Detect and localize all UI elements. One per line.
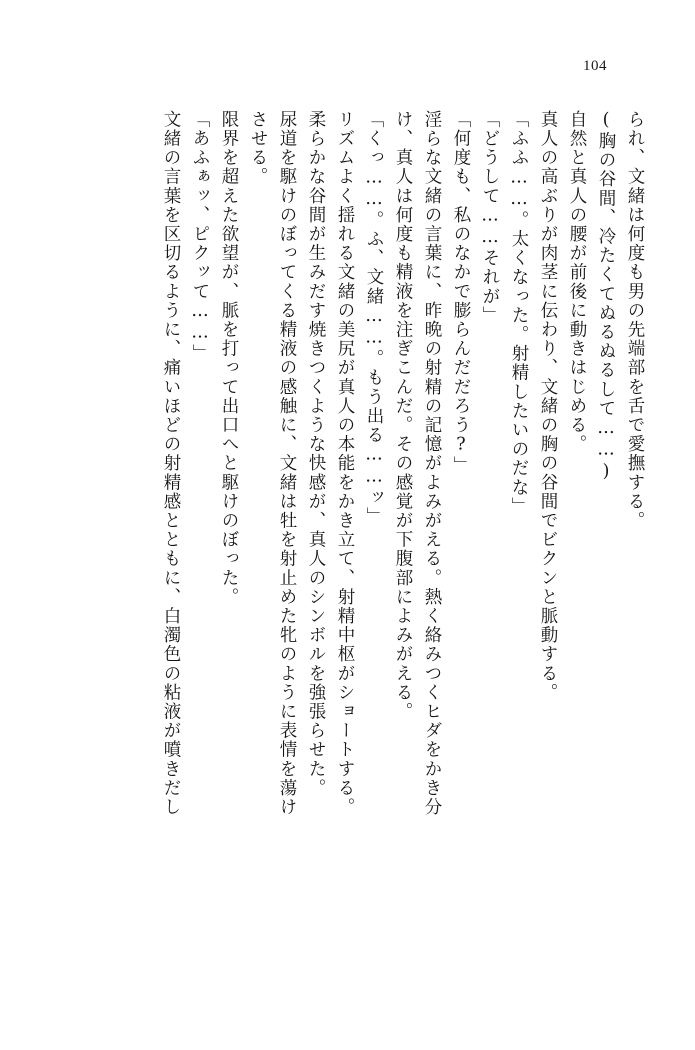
text-line: け、真人は何度も精液を注ぎこんだ。その感覚が下腹部によみがえる。 [393, 110, 413, 722]
text-line: 「あふぁッ、ピクッて……」 [190, 110, 210, 364]
text-line: 「どうして……それが」 [480, 110, 500, 326]
text-line: 限界を超えた欲望が、脈を打って出口へと駆けのぼった。 [219, 110, 239, 607]
page-number: 104 [583, 58, 607, 74]
text-line: させる。 [248, 110, 268, 187]
text-line: 柔らかな谷間が生みだす焼きつくような快感が、真人のシンボルを強張らせた。 [306, 110, 326, 798]
text-line: 「くっ……。ふ、文緒……。もう出る……ッ」 [364, 110, 384, 527]
text-line: 尿道を駆けのぼってくる精液の感触に、文緒は牡を射止めた牝のように表情を蕩け [277, 110, 297, 817]
text-line: 自然と真人の腰が前後に動きはじめる。 [567, 110, 587, 454]
text-line: (胸の谷間、冷たくてぬるぬるして……) [596, 110, 616, 483]
vertical-text-body [58, 110, 643, 1010]
text-line: 「ふふ……。太くなった。射精したいのだな」 [509, 110, 529, 517]
text-line: られ、文緒は何度も男の先端部を舌で愛撫する。 [625, 110, 645, 531]
text-line: 淫らな文緒の言葉に、昨晩の射精の記憶がよみがえる。熱く絡みつくヒダをかき分 [422, 110, 442, 817]
text-line: リズムよく揺れる文緒の美尻が真人の本能をかき立て、射精中枢がショートする。 [335, 110, 355, 817]
text-line: 「何度も、私のなかで膨らんだだろう?」 [451, 110, 471, 476]
text-line: 真人の高ぶりが肉茎に伝わり、文緒の胸の谷間でビクンと脈動する。 [538, 110, 558, 703]
text-line: 文緒の言葉を区切るように、痛いほどの射精感とともに、白濁色の粘液が噴きだし [161, 110, 181, 817]
